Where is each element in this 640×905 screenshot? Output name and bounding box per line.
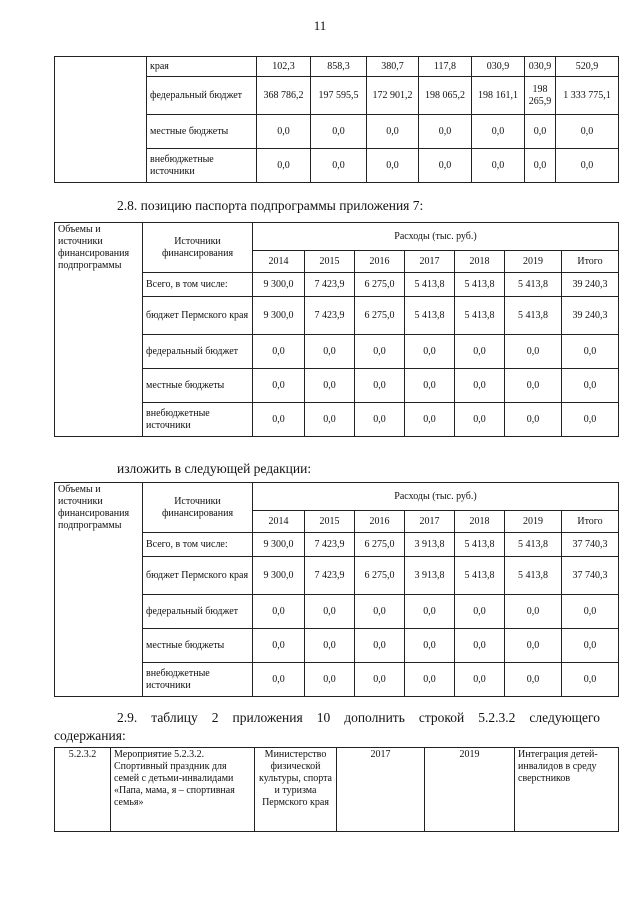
- value-cell: 6 275,0: [355, 273, 405, 297]
- row-code: 5.2.3.2: [55, 748, 111, 832]
- paragraph-2-9-line2: содержания:: [54, 728, 126, 743]
- value-cell: 197 595,5: [311, 77, 367, 115]
- table-row: [55, 57, 619, 77]
- paragraph-2-8: 2.8. позицию паспорта подпрограммы приложения 7:: [117, 198, 424, 213]
- value-cell: 0,0: [253, 663, 305, 697]
- value-cell: 0,0: [405, 595, 455, 629]
- header-row: [55, 223, 619, 251]
- source-label: внебюджетные источники: [143, 403, 253, 437]
- value-cell: 0,0: [253, 403, 305, 437]
- value-cell: 0,0: [455, 663, 505, 697]
- value-cell: 0,0: [253, 629, 305, 663]
- value-cell: 3 913,8: [405, 533, 455, 557]
- expenses-header: Расходы (тыс. руб.): [253, 483, 619, 511]
- value-cell: 0,0: [355, 335, 405, 369]
- value-cell: 0,0: [505, 335, 562, 369]
- value-cell: 198 065,2: [419, 77, 472, 115]
- value-cell: 0,0: [556, 149, 619, 183]
- year-header: 2014: [253, 511, 305, 533]
- sources-header: Источники финансирования: [143, 223, 253, 273]
- source-label: внебюджетные источники: [147, 149, 257, 183]
- paragraph-2-9-line1: 2.9. таблицу 2 приложения 10 дополнить строкой 5.2.3.2 следующего: [117, 710, 600, 725]
- table-old: [54, 222, 619, 437]
- value-cell: 0,0: [253, 335, 305, 369]
- table-new: [54, 482, 619, 697]
- value-cell: 6 275,0: [355, 557, 405, 595]
- value-cell: 0,0: [562, 403, 619, 437]
- table-top: [54, 56, 619, 183]
- value-cell: 0,0: [257, 115, 311, 149]
- value-cell: 0,0: [405, 629, 455, 663]
- value-cell: 0,0: [405, 369, 455, 403]
- value-cell: 5 413,8: [505, 557, 562, 595]
- value-cell: 0,0: [505, 663, 562, 697]
- end-year: 2019: [425, 748, 515, 832]
- value-cell: 5 413,8: [455, 533, 505, 557]
- value-cell: 0,0: [562, 335, 619, 369]
- value-cell: 0,0: [253, 595, 305, 629]
- value-cell: 0,0: [305, 595, 355, 629]
- value-cell: 030,9: [525, 57, 556, 77]
- page-number: 11: [313, 18, 327, 33]
- year-header: Итого: [562, 251, 619, 273]
- value-cell: 0,0: [405, 403, 455, 437]
- year-header: 2018: [455, 251, 505, 273]
- value-cell: 0,0: [472, 115, 525, 149]
- value-cell: 0,0: [405, 663, 455, 697]
- section-label: Объемы и источники финансирования подпрограммы: [55, 223, 143, 437]
- value-cell: 0,0: [253, 369, 305, 403]
- year-header: 2016: [355, 511, 405, 533]
- year-header: 2017: [405, 511, 455, 533]
- expected-result: Интеграция детей-инвалидов в среду сверстников: [515, 748, 619, 832]
- value-cell: 0,0: [355, 629, 405, 663]
- value-cell: 198 265,9: [525, 77, 556, 115]
- value-cell: 0,0: [562, 663, 619, 697]
- value-cell: 9 300,0: [253, 533, 305, 557]
- value-cell: 0,0: [556, 115, 619, 149]
- year-header: 2015: [305, 251, 355, 273]
- value-cell: 0,0: [305, 403, 355, 437]
- value-cell: 0,0: [355, 663, 405, 697]
- value-cell: 0,0: [355, 403, 405, 437]
- value-cell: 5 413,8: [505, 297, 562, 335]
- value-cell: 5 413,8: [405, 297, 455, 335]
- source-label: Всего, в том числе:: [143, 533, 253, 557]
- value-cell: 0,0: [311, 149, 367, 183]
- paragraph-edit: изложить в следующей редакции:: [117, 461, 312, 476]
- value-cell: 9 300,0: [253, 273, 305, 297]
- value-cell: 172 901,2: [367, 77, 419, 115]
- empty-cell: [55, 57, 147, 183]
- value-cell: 1 333 775,1: [556, 77, 619, 115]
- year-header: 2016: [355, 251, 405, 273]
- value-cell: 0,0: [305, 335, 355, 369]
- value-cell: 030,9: [472, 57, 525, 77]
- year-header: 2017: [405, 251, 455, 273]
- value-cell: 0,0: [455, 369, 505, 403]
- value-cell: 7 423,9: [305, 533, 355, 557]
- value-cell: 0,0: [505, 595, 562, 629]
- section-label: Объемы и источники финансирования подпрограммы: [55, 483, 143, 697]
- value-cell: 5 413,8: [505, 273, 562, 297]
- source-label: края: [147, 57, 257, 77]
- start-year: 2017: [337, 748, 425, 832]
- value-cell: 5 413,8: [455, 297, 505, 335]
- value-cell: 6 275,0: [355, 533, 405, 557]
- year-header: 2015: [305, 511, 355, 533]
- value-cell: 0,0: [405, 335, 455, 369]
- value-cell: 5 413,8: [455, 557, 505, 595]
- value-cell: 0,0: [505, 369, 562, 403]
- year-header: 2014: [253, 251, 305, 273]
- value-cell: 0,0: [367, 149, 419, 183]
- value-cell: 39 240,3: [562, 273, 619, 297]
- source-label: бюджет Пермского края: [143, 297, 253, 335]
- table-bottom: [54, 747, 619, 832]
- value-cell: 0,0: [505, 403, 562, 437]
- value-cell: 37 740,3: [562, 557, 619, 595]
- value-cell: 380,7: [367, 57, 419, 77]
- value-cell: 0,0: [305, 629, 355, 663]
- value-cell: 858,3: [311, 57, 367, 77]
- source-label: местные бюджеты: [147, 115, 257, 149]
- year-header: 2019: [505, 251, 562, 273]
- value-cell: 0,0: [305, 663, 355, 697]
- value-cell: 0,0: [311, 115, 367, 149]
- value-cell: 6 275,0: [355, 297, 405, 335]
- value-cell: 0,0: [562, 595, 619, 629]
- value-cell: 9 300,0: [253, 297, 305, 335]
- value-cell: 520,9: [556, 57, 619, 77]
- value-cell: 5 413,8: [505, 533, 562, 557]
- value-cell: 7 423,9: [305, 273, 355, 297]
- year-header: 2019: [505, 511, 562, 533]
- event-name: Мероприятие 5.2.3.2. Спортивный праздник для семей с детьми-инвалидами «Папа, мама, я – спортивная семья»: [111, 748, 255, 832]
- value-cell: 3 913,8: [405, 557, 455, 595]
- source-label: федеральный бюджет: [147, 77, 257, 115]
- value-cell: 7 423,9: [305, 297, 355, 335]
- year-header: Итого: [562, 511, 619, 533]
- year-header: 2018: [455, 511, 505, 533]
- value-cell: 0,0: [525, 149, 556, 183]
- value-cell: 0,0: [455, 629, 505, 663]
- value-cell: 5 413,8: [405, 273, 455, 297]
- ministry: Министерство физической культуры, спорта и туризма Пермского края: [255, 748, 337, 832]
- value-cell: 0,0: [562, 629, 619, 663]
- value-cell: 5 413,8: [455, 273, 505, 297]
- value-cell: 117,8: [419, 57, 472, 77]
- value-cell: 0,0: [505, 629, 562, 663]
- header-row: [55, 483, 619, 511]
- value-cell: 0,0: [367, 115, 419, 149]
- value-cell: 0,0: [472, 149, 525, 183]
- value-cell: 0,0: [455, 595, 505, 629]
- source-label: федеральный бюджет: [143, 595, 253, 629]
- value-cell: 0,0: [355, 369, 405, 403]
- value-cell: 9 300,0: [253, 557, 305, 595]
- value-cell: 0,0: [562, 369, 619, 403]
- source-label: внебюджетные источники: [143, 663, 253, 697]
- source-label: федеральный бюджет: [143, 335, 253, 369]
- value-cell: 0,0: [525, 115, 556, 149]
- value-cell: 368 786,2: [257, 77, 311, 115]
- value-cell: 0,0: [419, 149, 472, 183]
- value-cell: 0,0: [257, 149, 311, 183]
- value-cell: 39 240,3: [562, 297, 619, 335]
- expenses-header: Расходы (тыс. руб.): [253, 223, 619, 251]
- value-cell: 7 423,9: [305, 557, 355, 595]
- value-cell: 0,0: [305, 369, 355, 403]
- sources-header: Источники финансирования: [143, 483, 253, 533]
- source-label: местные бюджеты: [143, 629, 253, 663]
- value-cell: 0,0: [455, 403, 505, 437]
- value-cell: 0,0: [419, 115, 472, 149]
- value-cell: 0,0: [455, 335, 505, 369]
- source-label: Всего, в том числе:: [143, 273, 253, 297]
- source-label: местные бюджеты: [143, 369, 253, 403]
- value-cell: 102,3: [257, 57, 311, 77]
- value-cell: 198 161,1: [472, 77, 525, 115]
- source-label: бюджет Пермского края: [143, 557, 253, 595]
- value-cell: 0,0: [355, 595, 405, 629]
- value-cell: 37 740,3: [562, 533, 619, 557]
